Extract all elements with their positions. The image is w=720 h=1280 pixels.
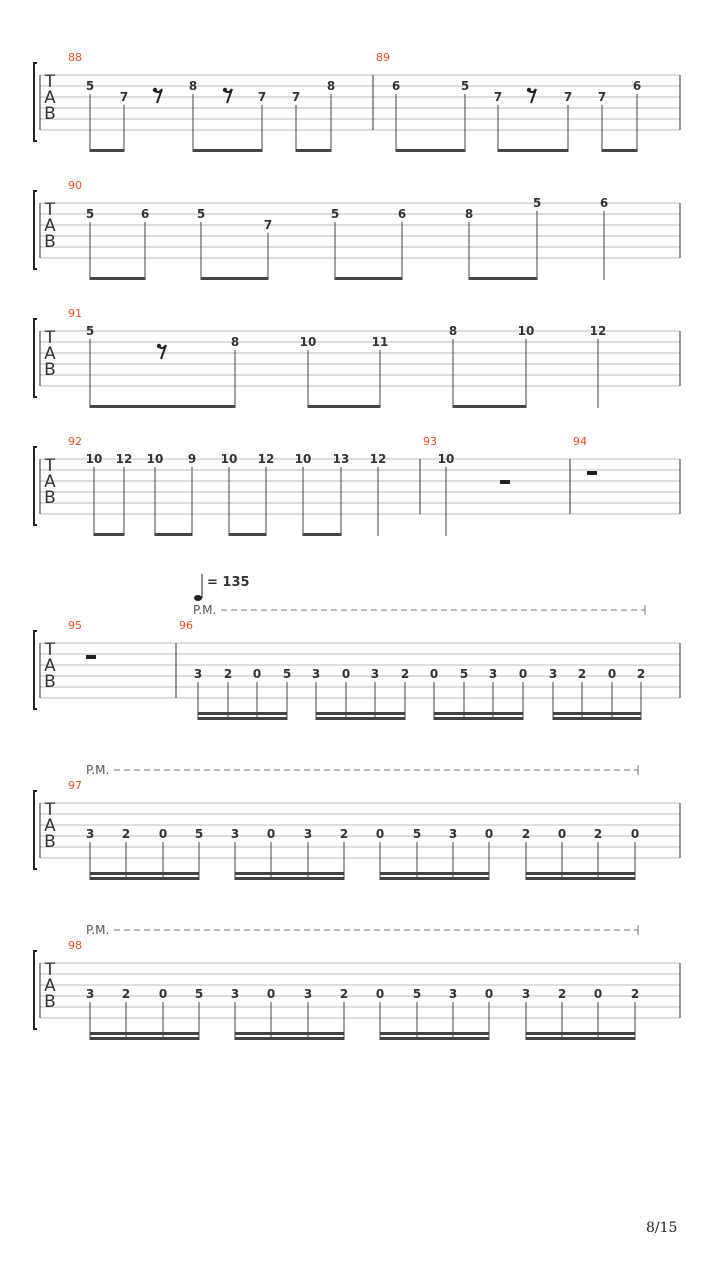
tab-clef-letter: T xyxy=(44,640,56,660)
note-beam xyxy=(335,277,402,280)
fret-number: 0 xyxy=(266,987,276,1001)
fret-number: 5 xyxy=(412,987,422,1001)
fret-number: 0 xyxy=(518,667,528,681)
tab-clef-letter: T xyxy=(44,200,56,220)
fret-number: 10 xyxy=(437,452,455,466)
note-beam xyxy=(90,277,145,280)
note-beam-16th xyxy=(380,1032,489,1035)
palm-mute-label: P.M. xyxy=(86,763,110,777)
tab-clef-letter: T xyxy=(44,72,56,92)
fret-number: 5 xyxy=(282,667,292,681)
note-beam xyxy=(94,533,124,536)
measure-number: 96 xyxy=(179,619,193,632)
fret-number: 5 xyxy=(532,196,542,210)
fret-number: 7 xyxy=(597,90,607,104)
tab-clef-letter: B xyxy=(44,992,56,1012)
tab-system xyxy=(34,435,680,536)
tab-system xyxy=(34,179,680,280)
note-beam xyxy=(198,717,287,720)
fret-number: 0 xyxy=(158,827,168,841)
fret-number: 0 xyxy=(429,667,439,681)
fret-number: 5 xyxy=(330,207,340,221)
fret-number: 13 xyxy=(332,452,350,466)
fret-number: 10 xyxy=(517,324,535,338)
fret-number: 7 xyxy=(263,218,273,232)
note-beam-16th xyxy=(316,712,405,715)
note-beam-16th xyxy=(235,872,344,875)
fret-number: 10 xyxy=(85,452,103,466)
fret-number: 5 xyxy=(459,667,469,681)
tab-clef-letter: B xyxy=(44,672,56,692)
fret-number: 3 xyxy=(230,827,240,841)
note-beam xyxy=(296,149,331,152)
fret-number: 7 xyxy=(563,90,573,104)
fret-number: 5 xyxy=(85,207,95,221)
note-beam-16th xyxy=(434,712,523,715)
fret-number: 3 xyxy=(85,987,95,1001)
fret-number: 3 xyxy=(230,987,240,1001)
fret-number: 2 xyxy=(577,667,587,681)
fret-number: 10 xyxy=(220,452,238,466)
whole-rest-icon xyxy=(86,655,96,659)
fret-number: 8 xyxy=(188,79,198,93)
note-beam xyxy=(316,717,405,720)
note-beam-16th xyxy=(198,712,287,715)
eighth-rest-dot xyxy=(157,344,161,348)
fret-number: 0 xyxy=(484,987,494,1001)
palm-mute-label: P.M. xyxy=(193,603,217,617)
note-beam xyxy=(229,533,266,536)
measure-number: 98 xyxy=(68,939,82,952)
fret-number: 6 xyxy=(391,79,401,93)
tab-clef-letter: B xyxy=(44,360,56,380)
fret-number: 5 xyxy=(194,827,204,841)
note-beam xyxy=(396,149,465,152)
note-beam xyxy=(90,1037,199,1040)
note-beam-16th xyxy=(90,872,199,875)
note-beam xyxy=(90,149,124,152)
fret-number: 2 xyxy=(121,827,131,841)
fret-number: 3 xyxy=(521,987,531,1001)
tab-clef-letter: T xyxy=(44,328,56,348)
fret-number: 6 xyxy=(632,79,642,93)
fret-number: 3 xyxy=(448,987,458,1001)
fret-number: 7 xyxy=(291,90,301,104)
note-beam xyxy=(235,877,344,880)
fret-number: 5 xyxy=(196,207,206,221)
tab-clef-letter: T xyxy=(44,800,56,820)
fret-number: 2 xyxy=(636,667,646,681)
note-beam xyxy=(193,149,262,152)
fret-number: 3 xyxy=(448,827,458,841)
fret-number: 3 xyxy=(193,667,203,681)
fret-number: 0 xyxy=(557,827,567,841)
tab-clef-letter: A xyxy=(44,88,56,108)
tab-system xyxy=(34,307,680,408)
half-rest-icon xyxy=(500,480,510,484)
tab-clef-letter: B xyxy=(44,104,56,124)
fret-number: 10 xyxy=(294,452,312,466)
fret-number: 5 xyxy=(194,987,204,1001)
fret-number: 2 xyxy=(339,987,349,1001)
note-beam xyxy=(469,277,537,280)
fret-number: 5 xyxy=(412,827,422,841)
fret-number: 2 xyxy=(400,667,410,681)
fret-number: 10 xyxy=(146,452,164,466)
system-brace xyxy=(34,319,37,397)
fret-number: 5 xyxy=(460,79,470,93)
note-beam xyxy=(90,877,199,880)
note-beam-16th xyxy=(90,1032,199,1035)
fret-number: 7 xyxy=(257,90,267,104)
fret-number: 0 xyxy=(252,667,262,681)
fret-number: 8 xyxy=(448,324,458,338)
system-brace xyxy=(34,63,37,141)
tab-clef-letter: A xyxy=(44,816,56,836)
fret-number: 7 xyxy=(119,90,129,104)
eighth-rest-dot xyxy=(153,88,157,92)
system-brace xyxy=(34,191,37,269)
tab-clef-letter: A xyxy=(44,976,56,996)
note-beam-16th xyxy=(553,712,641,715)
tempo-marking xyxy=(194,574,250,601)
note-beam xyxy=(526,1037,635,1040)
note-beam xyxy=(201,277,268,280)
note-beam xyxy=(498,149,568,152)
system-brace xyxy=(34,631,37,709)
fret-number: 0 xyxy=(341,667,351,681)
fret-number: 10 xyxy=(299,335,317,349)
tab-clef-letter: B xyxy=(44,832,56,852)
fret-number: 2 xyxy=(593,827,603,841)
fret-number: 0 xyxy=(607,667,617,681)
fret-number: 3 xyxy=(85,827,95,841)
note-beam-16th xyxy=(526,872,635,875)
tab-system xyxy=(34,51,680,152)
fret-number: 6 xyxy=(397,207,407,221)
fret-number: 3 xyxy=(303,827,313,841)
fret-number: 2 xyxy=(223,667,233,681)
fret-number: 0 xyxy=(158,987,168,1001)
fret-number: 6 xyxy=(599,196,609,210)
fret-number: 7 xyxy=(493,90,503,104)
fret-number: 2 xyxy=(521,827,531,841)
measure-number: 93 xyxy=(423,435,437,448)
fret-number: 12 xyxy=(257,452,275,466)
measure-number: 89 xyxy=(376,51,390,64)
eighth-rest-dot xyxy=(223,88,227,92)
fret-number: 0 xyxy=(375,827,385,841)
note-beam xyxy=(453,405,526,408)
tab-clef-letter: A xyxy=(44,472,56,492)
fret-number: 2 xyxy=(339,827,349,841)
measure-number: 91 xyxy=(68,307,82,320)
tempo-value: = 135 xyxy=(207,575,250,590)
palm-mute-label: P.M. xyxy=(86,923,110,937)
measure-number: 88 xyxy=(68,51,82,64)
system-brace xyxy=(34,791,37,869)
tab-clef-letter: A xyxy=(44,344,56,364)
note-beam-16th xyxy=(235,1032,344,1035)
fret-number: 0 xyxy=(266,827,276,841)
fret-number: 8 xyxy=(464,207,474,221)
note-beam xyxy=(553,717,641,720)
measure-number: 97 xyxy=(68,779,82,792)
fret-number: 3 xyxy=(548,667,558,681)
fret-number: 3 xyxy=(488,667,498,681)
fret-number: 5 xyxy=(85,79,95,93)
fret-number: 0 xyxy=(375,987,385,1001)
system-brace xyxy=(34,447,37,525)
tab-clef-letter: B xyxy=(44,232,56,252)
quarter-note-icon xyxy=(194,595,202,601)
measure-number: 95 xyxy=(68,619,82,632)
fret-number: 3 xyxy=(303,987,313,1001)
system-brace xyxy=(34,951,37,1029)
fret-number: 8 xyxy=(230,335,240,349)
whole-rest-icon xyxy=(587,471,597,475)
measure-number: 92 xyxy=(68,435,82,448)
fret-number: 11 xyxy=(371,335,389,349)
note-beam xyxy=(303,533,341,536)
note-beam xyxy=(380,877,489,880)
eighth-rest-dot xyxy=(527,88,531,92)
tab-clef-letter: A xyxy=(44,656,56,676)
measure-number: 94 xyxy=(573,435,587,448)
fret-number: 2 xyxy=(557,987,567,1001)
fret-number: 9 xyxy=(187,452,197,466)
fret-number: 2 xyxy=(630,987,640,1001)
note-beam xyxy=(235,1037,344,1040)
tab-system xyxy=(34,923,680,1040)
tab-clef-letter: T xyxy=(44,456,56,476)
fret-number: 3 xyxy=(370,667,380,681)
note-beam xyxy=(434,717,523,720)
fret-number: 6 xyxy=(140,207,150,221)
tab-clef-letter: T xyxy=(44,960,56,980)
fret-number: 12 xyxy=(369,452,387,466)
measure-number: 90 xyxy=(68,179,82,192)
fret-number: 12 xyxy=(589,324,607,338)
note-beam xyxy=(90,405,235,408)
note-beam xyxy=(155,533,192,536)
note-beam xyxy=(602,149,637,152)
fret-number: 5 xyxy=(85,324,95,338)
tab-clef-letter: A xyxy=(44,216,56,236)
fret-number: 2 xyxy=(121,987,131,1001)
tab-system xyxy=(34,603,680,720)
note-beam-16th xyxy=(526,1032,635,1035)
note-beam xyxy=(380,1037,489,1040)
page-number: 8/15 xyxy=(646,1220,678,1236)
fret-number: 0 xyxy=(593,987,603,1001)
fret-number: 3 xyxy=(311,667,321,681)
fret-number: 0 xyxy=(484,827,494,841)
tab-system xyxy=(34,763,680,880)
fret-number: 8 xyxy=(326,79,336,93)
note-beam xyxy=(526,877,635,880)
note-beam xyxy=(308,405,380,408)
fret-number: 0 xyxy=(630,827,640,841)
note-beam-16th xyxy=(380,872,489,875)
tab-clef-letter: B xyxy=(44,488,56,508)
fret-number: 12 xyxy=(115,452,133,466)
